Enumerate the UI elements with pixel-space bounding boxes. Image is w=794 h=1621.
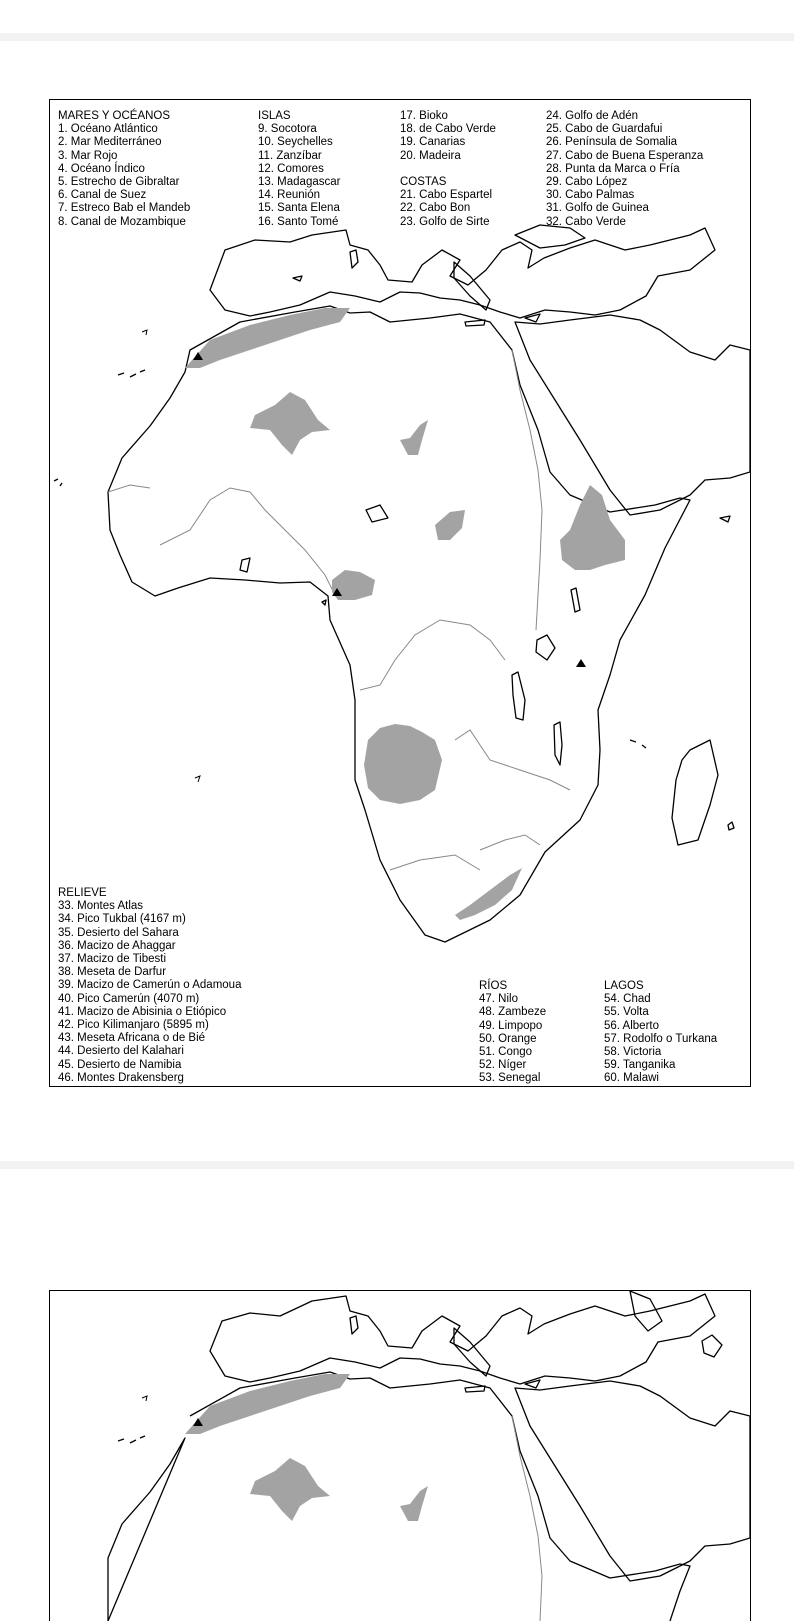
lake-chad	[366, 505, 388, 522]
relief-darfur	[435, 510, 465, 540]
legend-line: 8. Canal de Mozambique	[58, 215, 186, 228]
legend-line: 41. Macizo de Abisinia o Etiópico	[58, 1005, 227, 1018]
legend-line: 9. Socotora	[258, 123, 317, 136]
island-right	[702, 1335, 722, 1357]
cape-verde	[54, 479, 62, 486]
legend-line: 49. Limpopo	[479, 1019, 543, 1032]
legend-line: 40. Pico Camerún (4070 m)	[58, 992, 200, 1005]
legend-line: 52. Níger	[479, 1059, 527, 1072]
lake-turkana	[571, 588, 580, 612]
legend-line: 51. Congo	[479, 1046, 533, 1059]
legend-costas	[546, 110, 703, 229]
sardinia	[350, 1316, 358, 1334]
legend-line: 16. Santo Tomé	[258, 215, 339, 228]
legend-line: 31. Golfo de Guinea	[546, 202, 649, 215]
legend-rios	[479, 980, 546, 1086]
legend-line: 46. Montes Drakensberg	[58, 1071, 184, 1084]
legend-line: 13. Madagascar	[258, 176, 341, 189]
crete	[465, 320, 485, 326]
legend-line: ISLAS	[258, 110, 291, 122]
legend-line: 34. Pico Tukbal (4167 m)	[58, 913, 186, 926]
legend-line: 6. Canal de Suez	[58, 189, 147, 202]
legend-line: 53. Senegal	[479, 1072, 541, 1085]
legend-line: 43. Meseta Africana o de Bié	[58, 1032, 206, 1045]
legend-line: 37. Macizo de Tibesti	[58, 953, 167, 966]
legend-line: 35. Desierto del Sahara	[58, 926, 179, 939]
comores	[630, 740, 646, 748]
lake-victoria	[536, 635, 555, 660]
scandinavia	[630, 1291, 662, 1331]
canary-islands	[118, 1436, 145, 1443]
africa-coastline	[108, 1372, 690, 1621]
legend-line: 33. Montes Atlas	[58, 900, 144, 913]
lake-volta	[240, 558, 250, 572]
relief-tibesti	[400, 420, 428, 455]
africa-blank-map	[49, 1290, 751, 1621]
legend-line: 27. Cabo de Buena Esperanza	[546, 149, 704, 162]
crete	[465, 1386, 485, 1392]
sardinia	[350, 250, 358, 268]
legend-lagos	[604, 980, 717, 1086]
river-nile	[512, 350, 542, 630]
relief-drakensberg	[455, 868, 522, 920]
canary-islands	[118, 370, 145, 377]
legend-line: 56. Alberto	[604, 1019, 659, 1032]
legend-line: 48. Zambeze	[479, 1006, 547, 1019]
legend-line: 38. Meseta de Darfur	[58, 966, 167, 979]
legend-line: 14. Reunión	[258, 189, 321, 202]
legend-line: 19. Canarias	[400, 136, 466, 149]
africa-coastline	[108, 306, 690, 942]
legend-line: 21. Cabo Espartel	[400, 189, 493, 202]
legend-spacer	[400, 163, 496, 176]
africa-map-legend-sheet	[49, 99, 751, 1087]
legend-line: 39. Macizo de Camerún o Adamoua	[58, 979, 242, 992]
legend-line: MARES Y OCÉANOS	[58, 110, 171, 122]
sao-tome	[322, 600, 326, 605]
river-congo	[360, 620, 505, 690]
africa-blank-map-drawing	[50, 1291, 750, 1621]
relief-bie	[364, 724, 442, 804]
europe-coastline	[210, 228, 715, 318]
legend-line: 7. Estreco Bab el Mandeb	[58, 202, 191, 215]
legend-line: 1. Océano Atlántico	[58, 123, 158, 136]
legend-line: 54. Chad	[604, 993, 651, 1006]
legend-line: 42. Pico Kilimanjaro (5895 m)	[58, 1019, 209, 1032]
legend-line: 32. Cabo Verde	[546, 215, 626, 228]
legend-line: 29. Cabo López	[546, 176, 628, 189]
middle-divider	[0, 1161, 794, 1169]
legend-line: 36. Macizo de Ahaggar	[58, 939, 176, 952]
legend-line: LAGOS	[604, 980, 644, 992]
madagascar	[672, 740, 718, 845]
lake-tanganyika	[512, 672, 525, 720]
relief-ahaggar	[250, 1458, 330, 1521]
legend-line: 45. Desierto de Namibia	[58, 1058, 182, 1071]
legend-islas-costas	[400, 110, 496, 229]
legend-line: 58. Victoria	[604, 1046, 662, 1059]
river-niger	[160, 488, 335, 595]
legend-line: 2. Mar Mediterráneo	[58, 136, 162, 149]
marker-b	[195, 776, 200, 782]
legend-line: 11. Zanzíbar	[258, 149, 322, 162]
legend-line: 25. Cabo de Guardafui	[546, 123, 663, 136]
marker-a	[142, 1396, 147, 1401]
legend-line: 28. Punta da Marca o Fría	[546, 162, 680, 175]
legend-line: 23. Golfo de Sirte	[400, 215, 490, 228]
relief-tibesti	[400, 1486, 428, 1521]
relief-ahaggar	[250, 392, 330, 455]
legend-line: RÍOS	[479, 980, 508, 992]
legend-line: 3. Mar Rojo	[58, 149, 118, 162]
legend-line: 59. Tanganika	[604, 1059, 676, 1072]
legend-line: 55. Volta	[604, 1006, 649, 1019]
legend-line: 60. Malawi	[604, 1072, 659, 1085]
legend-line: 22. Cabo Bon	[400, 202, 471, 215]
legend-line: 5. Estrecho de Gibraltar	[58, 176, 180, 189]
arabian-peninsula	[515, 315, 750, 515]
river-zambeze	[455, 730, 570, 790]
legend-line: 44. Desierto del Kalahari	[58, 1045, 184, 1058]
top-divider	[0, 33, 794, 41]
legend-line: 15. Santa Elena	[258, 202, 340, 215]
legend-line: 10. Seychelles	[258, 136, 333, 149]
peak-kilimanjaro-icon	[576, 659, 586, 667]
legend-line: 47. Nilo	[479, 993, 518, 1006]
river-nile	[512, 1416, 542, 1621]
balearic	[293, 276, 302, 281]
legend-mares-oceanos	[58, 110, 190, 229]
river-orange	[390, 855, 480, 870]
legend-line: 12. Comores	[258, 162, 324, 175]
reunion	[728, 822, 734, 830]
legend-line: RELIEVE	[58, 887, 107, 899]
legend-line: 24. Golfo de Adén	[546, 110, 639, 122]
lake-malawi	[554, 722, 562, 765]
legend-line: 20. Madeira	[400, 149, 461, 162]
legend-line: 18. de Cabo Verde	[400, 123, 496, 136]
relief-ethiopia	[560, 485, 625, 570]
river-senegal	[108, 485, 150, 492]
legend-line: 17. Bioko	[400, 110, 448, 122]
legend-line: COSTAS	[400, 176, 447, 188]
legend-relieve	[58, 887, 241, 1085]
legend-line: 50. Orange	[479, 1032, 537, 1045]
legend-line: 26. Península de Somalia	[546, 136, 678, 149]
legend-line: 30. Cabo Palmas	[546, 189, 635, 202]
arabian-peninsula	[515, 1381, 750, 1581]
legend-islas	[258, 110, 340, 229]
river-limpopo	[480, 835, 540, 850]
socotra	[720, 516, 730, 522]
legend-line: 57. Rodolfo o Turkana	[604, 1032, 718, 1045]
europe-coastline	[210, 1294, 715, 1384]
marker-a	[142, 330, 147, 335]
legend-line: 4. Océano Índico	[58, 162, 145, 175]
